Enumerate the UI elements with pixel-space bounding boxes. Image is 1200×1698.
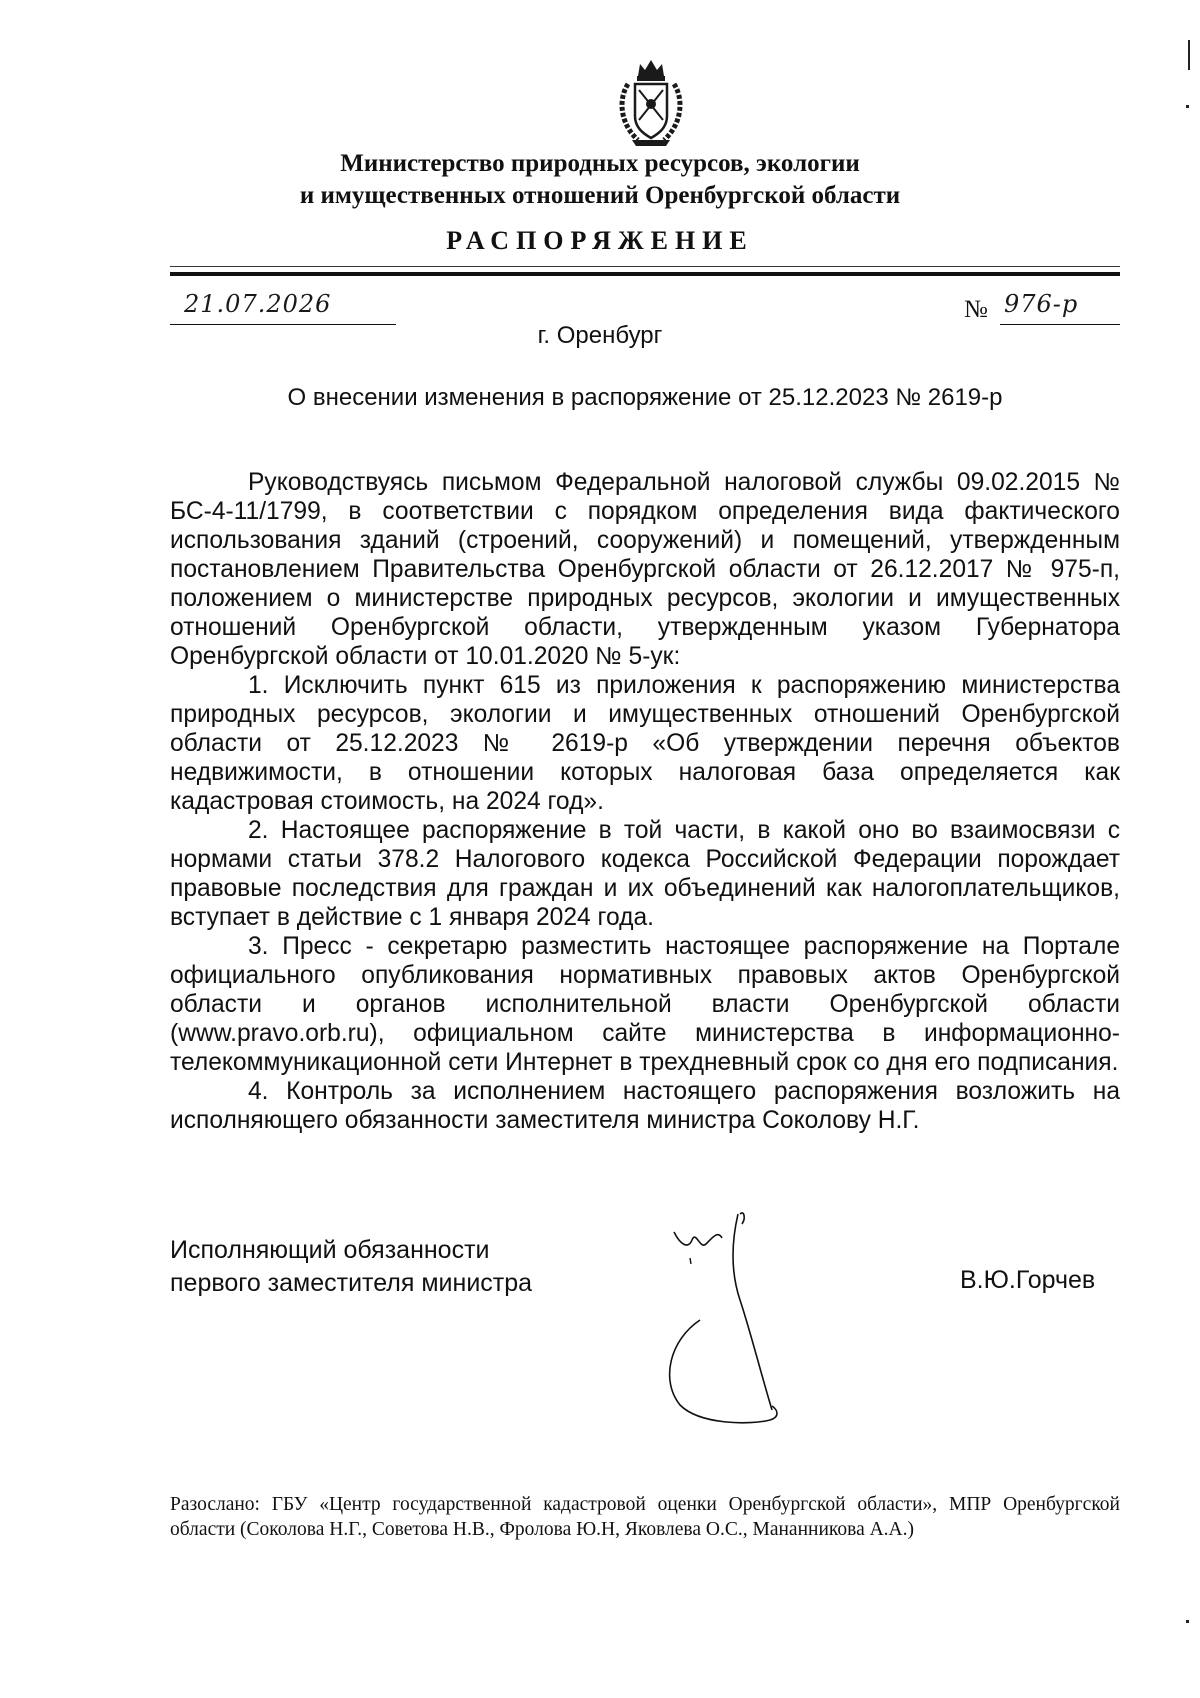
signatory-title-line2: первого заместителя министра bbox=[170, 1269, 533, 1297]
scan-edge-mark bbox=[1188, 40, 1190, 70]
body-item-4: 4. Контроль за исполнением настоящего распоряжения возложить на исполняющего обязанности заместителя министра Соколову Н.Г. bbox=[170, 1078, 1120, 1134]
handwritten-date: 21.07.2026 bbox=[184, 290, 332, 318]
number-label: № bbox=[964, 296, 988, 323]
body-item-3: 3. Пресс - секретарю разместить настоящее распоряжение на Портале официального опубликования нормативных правовых актов Оренбургской области и органов исполнительной власти Оренбургской области (www.pravo.orb.ru), официальном сайте министерства в информационно-телекоммуникационной сети Интернет в трехдневный срок со дня его подписания. bbox=[170, 933, 1120, 1076]
body-item-2: 2. Настоящее распоряжение в той части, в какой оно во взаимосвязи с нормами статьи 378.2 Налогового кодекса Российской Федерации порождает правовые последствия для граждан и их объединений как налогоплательщиков, вступает в действие с 1 января 2024 года. bbox=[170, 817, 1120, 931]
body-preamble: Руководствуясь письмом Федеральной налоговой службы 09.02.2015 № БС-4-11/1799, в соответствии с порядком определения вида фактического использования зданий (строений, сооружений) и помещений, утвержденным постановлением Правительства Оренбургской области от 26.12.2017 № 975-п, положением о министерстве природных ресурсов, экологии и имущественных отношений Оренбургской области, утвержденным указом Губернатора Оренбургской области от 10.01.2020 № 5-ук: bbox=[170, 469, 1120, 670]
signatory-name: В.Ю.Горчев bbox=[960, 1266, 1096, 1294]
signatory-title-line1: Исполняющий обязанности bbox=[170, 1236, 490, 1264]
body-item-1: 1. Исключить пункт 615 из приложения к распоряжению министерства природных ресурсов, экологии и имущественных отношений Оренбургской области от 25.12.2023 № 2619-р «Об утверждении перечня объектов недвижимости, в отношении которых налоговая база определяется как кадастровая стоимость, на 2024 год». bbox=[170, 672, 1120, 815]
distribution-list: Разослано: ГБУ «Центр государственной кадастровой оценки Оренбургской области», МПР Оренбургской области (Соколова Н.Г., Советова Н.В., Фролова Ю.Н, Яковлева О.С., Мананникова А.А.) bbox=[170, 1494, 1120, 1540]
ministry-name-line2: и имущественных отношений Оренбургской области bbox=[299, 182, 901, 209]
scan-edge-mark bbox=[1186, 105, 1189, 108]
handwritten-number: 976-р bbox=[1004, 290, 1079, 318]
document-body bbox=[170, 468, 1120, 1135]
document-type-title: РАСПОРЯЖЕНИЕ bbox=[446, 226, 754, 255]
header-divider-thick bbox=[170, 272, 1120, 276]
document-subject: О внесении изменения в распоряжение от 25.12.2023 № 2619-р bbox=[287, 384, 1003, 411]
number-field bbox=[1000, 290, 1120, 325]
header-divider-thin bbox=[170, 266, 1120, 267]
signatory-title bbox=[170, 1234, 630, 1300]
handwritten-signature bbox=[660, 1210, 860, 1450]
city-name: г. Оренбург bbox=[537, 322, 663, 349]
date-field bbox=[170, 290, 396, 325]
coat-of-arms-emblem bbox=[608, 54, 694, 148]
scan-edge-mark bbox=[1186, 1620, 1189, 1623]
ministry-name-line1: Министерство природных ресурсов, экологии bbox=[340, 150, 860, 177]
